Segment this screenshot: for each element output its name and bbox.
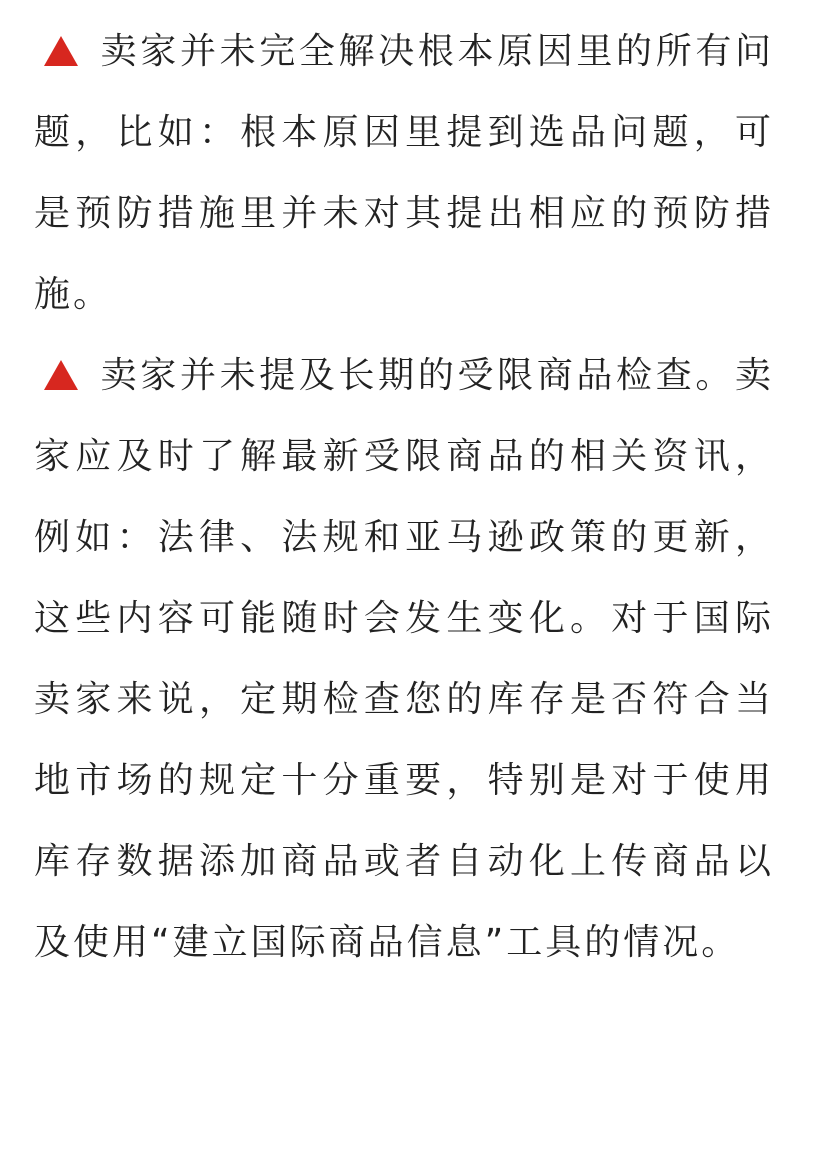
paragraph-2-text: 卖家并未提及长期的受限商品检查。卖家应及时了解最新受限商品的相关资讯，例如：法律、法规和亚马逊政策的更新，这些内容可能随时会发生变化。对于国际卖家来说，定期检查您的库存是否符合当地市场的规定十分重要，特别是对于使用库存数据添加商品或者自动化上传商品以及使用“建立国际商品信息”工具的情况。 <box>34 355 774 963</box>
paragraph-1 <box>34 11 774 335</box>
article-body <box>34 11 774 983</box>
warning-triangle-icon <box>44 36 78 66</box>
warning-triangle-icon <box>44 360 78 390</box>
paragraph-2 <box>34 335 774 983</box>
paragraph-1-text: 卖家并未完全解决根本原因里的所有问题，比如：根本原因里提到选品问题，可是预防措施里并未对其提出相应的预防措施。 <box>34 31 774 315</box>
